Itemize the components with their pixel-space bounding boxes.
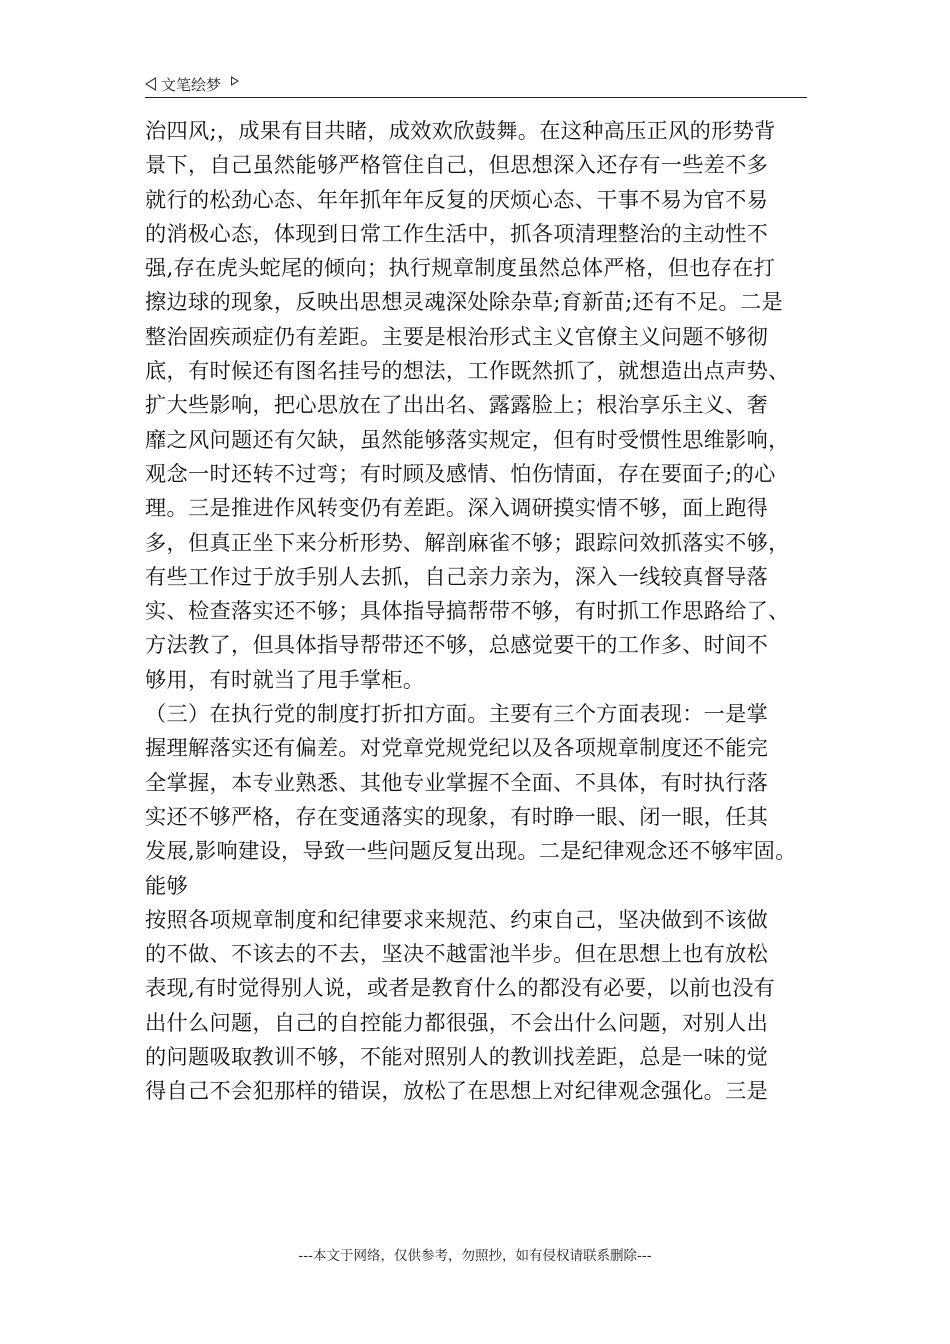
body-line: 擦边球的现象，反映出思想灵魂深处除杂草;育新苗;还有不足。二是	[145, 289, 784, 315]
page-header	[145, 72, 807, 98]
body-line: 多，但真正坐下来分析形势、解剖麻雀不够；跟踪问效抓落实不够，	[145, 529, 790, 555]
body-line: 的问题吸取教训不够，不能对照别人的教训找差距，总是一味的觉	[145, 1044, 769, 1070]
body-line: 治四风;，成果有目共睹，成效欢欣鼓舞。在这种高压正风的形势背	[145, 118, 776, 143]
body-line: 出什么问题，自己的自控能力都很强，不会出什么问题，对别人出	[145, 1009, 769, 1035]
body-line: 整治固疾顽症仍有差距。主要是根治形式主义官僚主义问题不够彻	[145, 323, 769, 349]
body-line: 观念一时还转不过弯；有时顾及感情、怕伤情面，存在要面子;的心	[145, 460, 776, 486]
body-line: 方法教了，但具体指导帮带还不够，总感觉要干的工作多、时间不	[145, 632, 769, 658]
brand-mark	[145, 74, 239, 94]
body-line: 能够	[145, 872, 188, 898]
header-divider	[145, 97, 807, 98]
body-line: 扩大些影响，把心思放在了出出名、露露脸上；根治享乐主义、奢	[145, 392, 769, 418]
body-line: 实还不够严格，存在变通落实的现象，有时睁一眼、闭一眼，任其	[145, 803, 769, 829]
body-line: 按照各项规章制度和纪律要求来规范、约束自己，坚决做到不该做	[145, 906, 769, 932]
body-line: 底，有时候还有图名挂号的想法，工作既然抓了，就想造出点声势、	[145, 358, 790, 384]
body-line: 强,存在虎头蛇尾的倾向；执行规章制度虽然总体严格，但也存在打	[145, 255, 776, 281]
body-line: 靡之风问题还有欠缺，虽然能够落实规定，但有时受惯性思维影响，	[145, 426, 790, 452]
body-line: 全掌握，本专业熟悉、其他专业掌握不全面、不具体，有时执行落	[145, 769, 769, 795]
body-line: 发展,影响建设，导致一些问题反复出现。二是纪律观念还不够牢固。	[145, 838, 797, 864]
document-body	[145, 114, 815, 1109]
body-line: 的消极心态，体现到日常工作生活中，抓各项清理整治的主动性不	[145, 220, 769, 246]
body-line: 表现,有时觉得别人说，或者是教育什么的都没有必要，以前也没有	[145, 975, 776, 1001]
brand-name: 文笔绘梦	[161, 75, 222, 94]
footer-notice: ---本文于网络，仅供参考，勿照抄，如有侵权请联系删除---	[298, 1248, 652, 1264]
body-line: 得自己不会犯那样的错误，放松了在思想上对纪律观念强化。三是	[145, 1078, 769, 1104]
triangle-left-icon	[145, 77, 156, 91]
body-line: （三）在执行党的制度打折扣方面。主要有三个方面表现：一是掌	[145, 701, 769, 727]
body-line: 实、检查落实还不够；具体指导搞帮带不够，有时抓工作思路给了、	[145, 598, 790, 624]
body-line: 理。三是推进作风转变仍有差距。深入调研摸实情不够，面上跑得	[145, 495, 769, 521]
body-line: 的不做、不该去的不去，坚决不越雷池半步。但在思想上也有放松	[145, 941, 769, 967]
body-line: 握理解落实还有偏差。对党章党规党纪以及各项规章制度还不能完	[145, 735, 769, 761]
body-line: 景下，自己虽然能够严格管住自己，但思想深入还存有一些差不多	[145, 152, 769, 178]
body-line: 就行的松劲心态、年年抓年年反复的厌烦心态、干事不易为官不易	[145, 186, 769, 212]
body-line: 有些工作过于放手别人去抓，自己亲力亲为，深入一线较真督导落	[145, 563, 769, 589]
body-line: 够用，有时就当了甩手掌柜。	[145, 666, 425, 692]
triangle-right-icon	[231, 76, 239, 86]
